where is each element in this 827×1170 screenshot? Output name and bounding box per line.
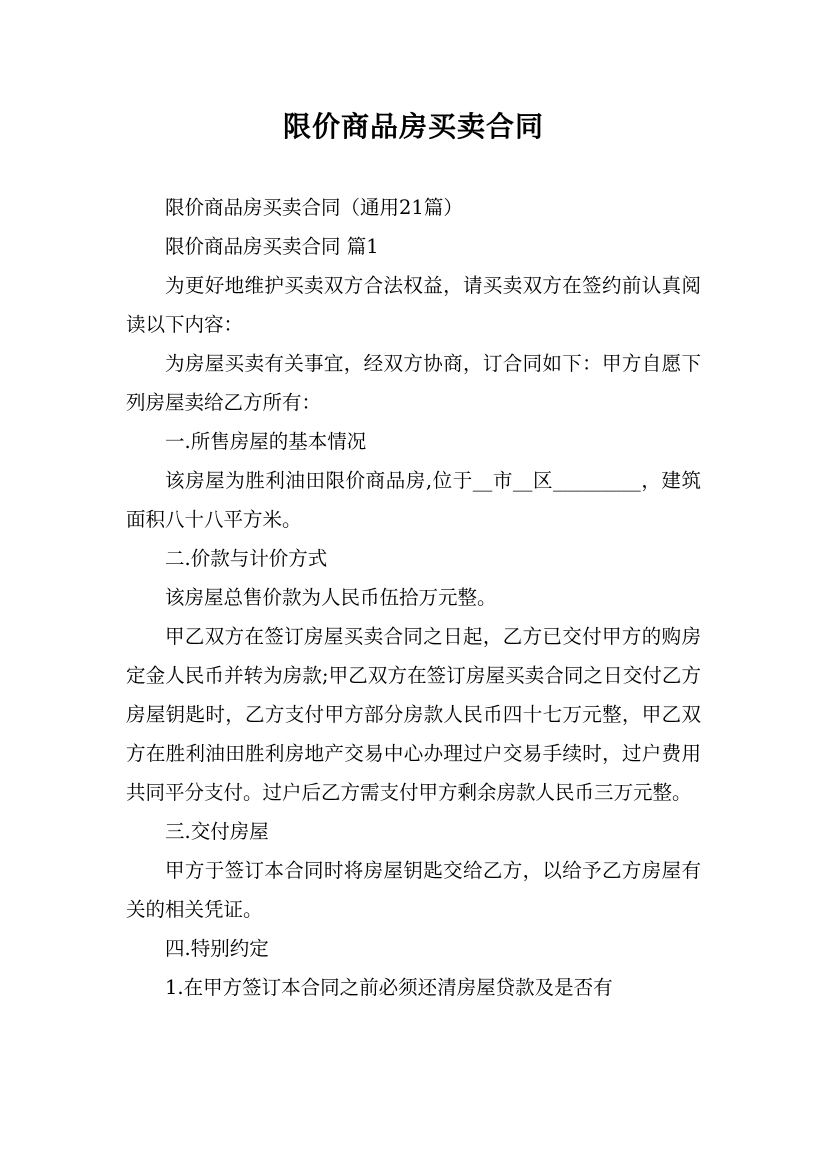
- paragraph-special-1: 1.在甲方签订本合同之前必须还清房屋贷款及是否有: [165, 976, 613, 999]
- paragraph-part-heading: 限价商品房买卖合同 篇1: [165, 235, 379, 258]
- section-heading-1: 一.所售房屋的基本情况: [165, 430, 367, 453]
- paragraph-payment: 甲乙双方在签订房屋买卖合同之日起，乙方已交付甲方的购房定金人民币并转为房款;甲乙双方在签订房屋买卖合同之日交付乙方房屋钥匙时，乙方支付甲方部分房款人民币四十七万元整，甲乙双方在胜利油田胜利房地产交易中心办理过户交易手续时，过户费用共同平分支付。过户后乙方需支付甲方剩余房款人民币三万元整。: [126, 625, 701, 804]
- paragraph-house-info: 该房屋为胜利油田限价商品房,位于__市__区_________，建筑面积八十八平方米。: [126, 469, 701, 531]
- section-heading-2: 二.价款与计价方式: [165, 547, 328, 570]
- paragraph-delivery: 甲方于签订本合同时将房屋钥匙交给乙方，以给予乙方房屋有关的相关凭证。: [126, 859, 701, 921]
- paragraph-subtitle: 限价商品房买卖合同（通用21篇）: [165, 196, 463, 219]
- paragraph-agreement: 为房屋买卖有关事宜，经双方协商，订合同如下：甲方自愿下列房屋卖给乙方所有：: [126, 352, 701, 414]
- paragraph-total-price: 该房屋总售价款为人民币伍拾万元整。: [165, 586, 497, 609]
- document-title: 限价商品房买卖合同: [282, 110, 544, 143]
- section-heading-4: 四.特别约定: [165, 937, 269, 960]
- paragraph-intro: 为更好地维护买卖双方合法权益，请买卖双方在签约前认真阅读以下内容：: [126, 274, 701, 336]
- document-body: [126, 188, 701, 1007]
- section-heading-3: 三.交付房屋: [165, 820, 269, 843]
